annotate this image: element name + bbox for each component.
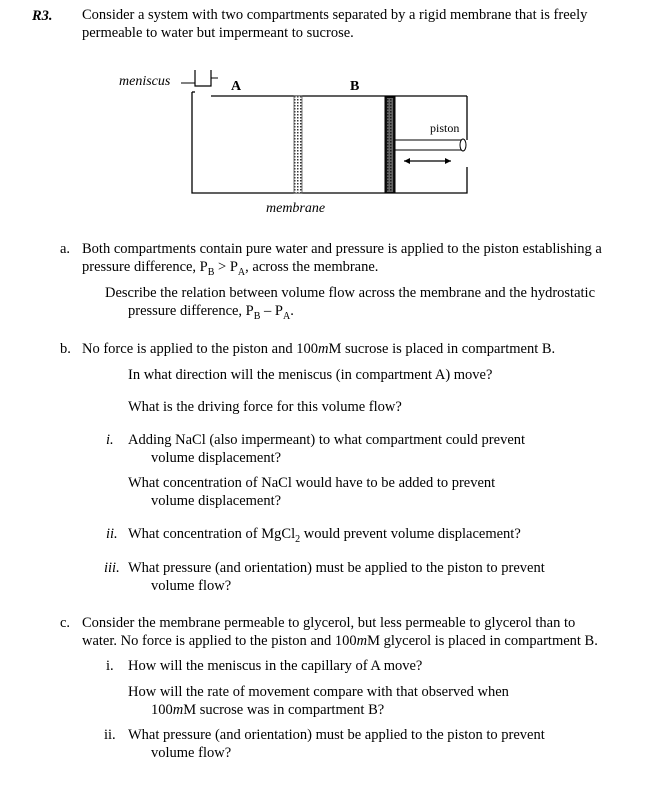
part-a-line-1: Both compartments contain pure water and pressure is applied to the piston establishing a <box>82 241 602 257</box>
part-b-iii-line-1: What pressure (and orientation) must be applied to the piston to prevent <box>128 560 545 576</box>
part-c-i-line-2: How will the rate of movement compare with that observed when <box>128 684 509 700</box>
membrane <box>294 96 302 193</box>
label-compartment-b: B <box>350 79 360 94</box>
part-c-i-line-1: How will the meniscus in the capillary of A move? <box>128 658 423 674</box>
part-c-line-1: Consider the membrane permeable to glycerol, but less permeable to glycerol than to <box>82 615 576 631</box>
part-a-label: a. <box>60 241 71 257</box>
part-c-i-label: i. <box>106 658 114 674</box>
intro-line-2: permeable to water but impermeant to sucrose. <box>82 25 354 41</box>
part-a-describe-line-1: Describe the relation between volume flow across the membrane and the hydrostatic <box>105 285 596 301</box>
part-b-label: b. <box>60 341 71 357</box>
part-b-ii-label: ii. <box>106 526 118 542</box>
part-c-label: c. <box>60 615 71 631</box>
intro-line-1: Consider a system with two compartments separated by a rigid membrane that is freely <box>82 7 588 23</box>
part-b-iii-label: iii. <box>104 560 120 576</box>
part-b-line-1: No force is applied to the piston and 100mM sucrose is placed in compartment B. <box>82 341 556 357</box>
part-c-ii-line-2: volume flow? <box>151 745 232 761</box>
part-b-i-line-1: Adding NaCl (also impermeant) to what compartment could prevent <box>128 432 526 448</box>
part-c-line-2: water. No force is applied to the piston and 100mM glycerol is placed in compartment B. <box>82 633 598 649</box>
piston-rod <box>395 140 463 150</box>
part-b-question-1: In what direction will the meniscus (in compartment A) move? <box>128 367 493 383</box>
label-compartment-a: A <box>231 79 242 94</box>
part-b-ii-line-1: What concentration of MgCl$_2$ would prevent volume displacement? <box>128 526 521 545</box>
part-c-ii-label: ii. <box>104 727 116 743</box>
membrane-label: membrane <box>266 201 326 216</box>
piston-rod-end <box>460 139 466 151</box>
problem-number: R3. <box>32 8 53 24</box>
part-b-question-2: What is the driving force for this volume flow? <box>128 399 402 415</box>
part-c-i-line-3: 100mM sucrose was in compartment B? <box>151 702 385 718</box>
part-a-describe-line-2: pressure difference, $P_B - P_A$. <box>128 303 294 322</box>
piston-label: piston <box>430 121 460 135</box>
part-c-ii-line-1: What pressure (and orientation) must be applied to the piston to prevent <box>128 727 545 743</box>
meniscus-label: meniscus <box>119 74 171 89</box>
part-b-iii-line-2: volume flow? <box>151 578 232 594</box>
double-arrow-icon <box>404 158 451 164</box>
part-b-i-line-3: What concentration of NaCl would have to be added to prevent <box>128 475 496 491</box>
part-a-line-2: pressure difference, $P_B > P_A$, across the membrane. <box>82 259 379 278</box>
part-b-i-line-4: volume displacement? <box>151 493 282 509</box>
part-b-i-line-2: volume displacement? <box>151 450 282 466</box>
part-b-i-label: i. <box>106 432 114 448</box>
capillary-tube <box>195 70 211 86</box>
